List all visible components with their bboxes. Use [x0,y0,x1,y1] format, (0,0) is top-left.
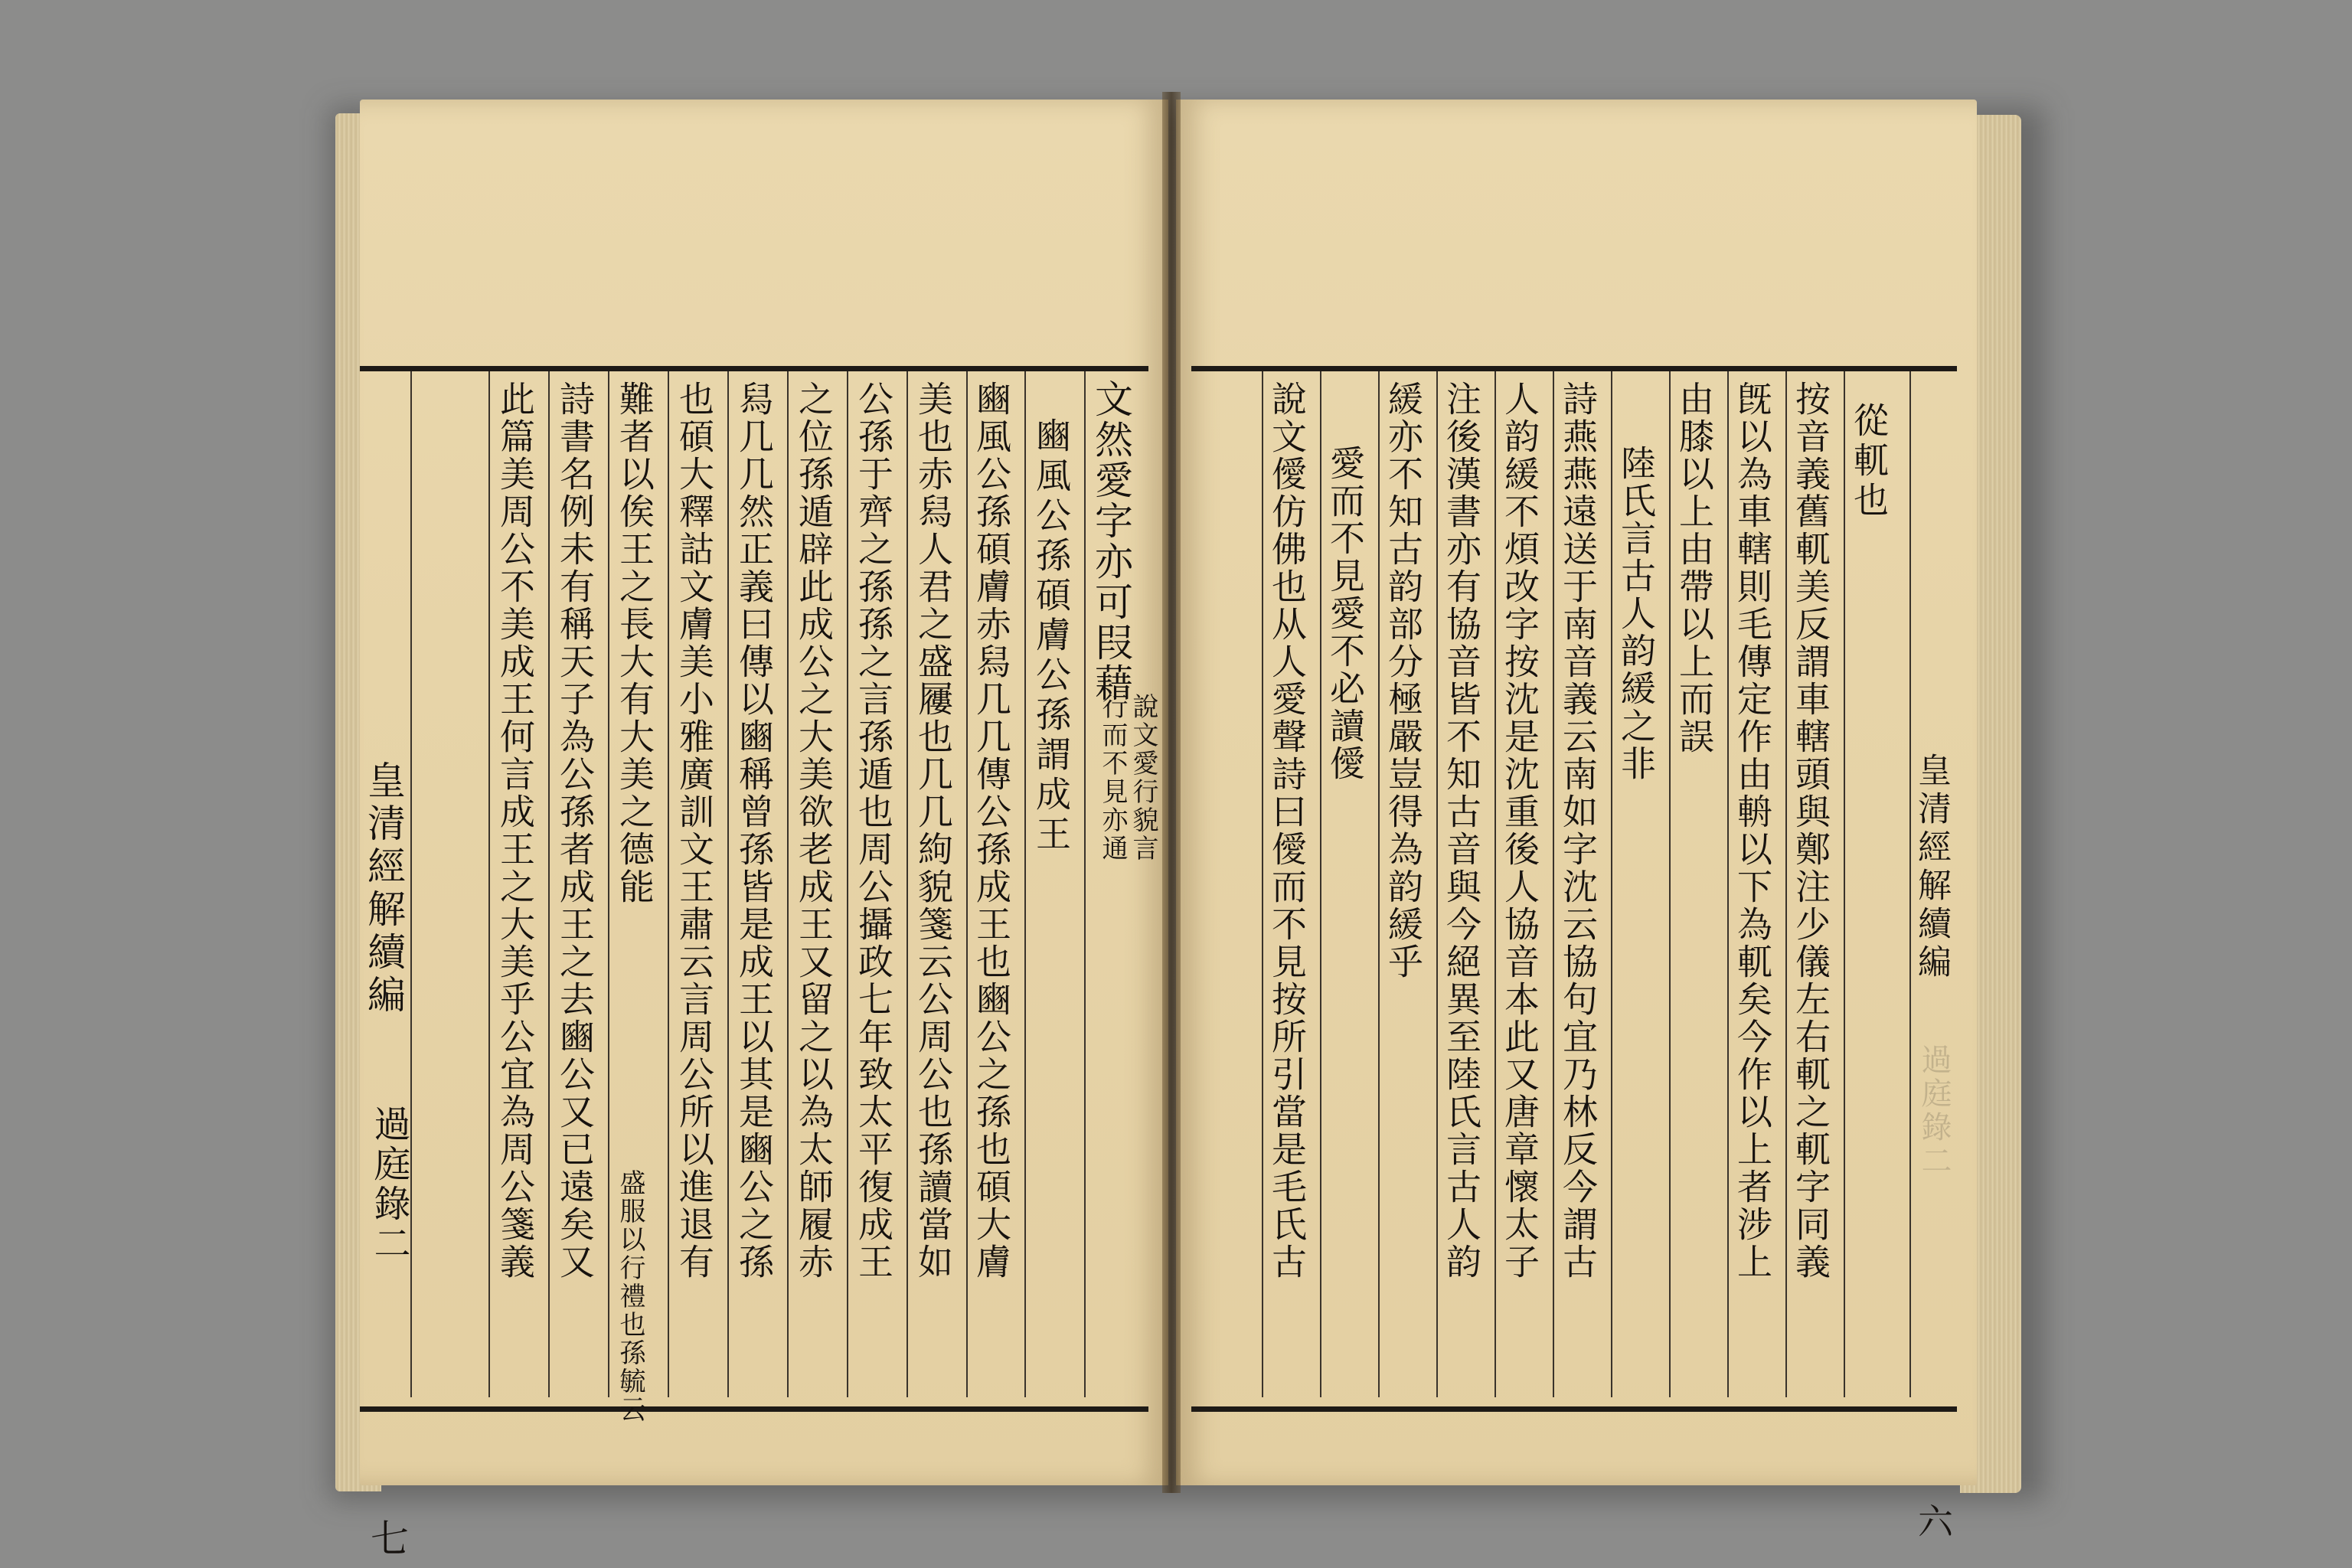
column-rule [1909,371,1911,1397]
book-gutter [1162,92,1181,1493]
column-rule [1727,371,1729,1397]
right-margin-folio: 六 [1913,1503,1954,1541]
column-rule [668,371,669,1397]
column-rule [1084,371,1086,1397]
left-text-frame [360,366,1158,1560]
text-column: 人韵緩不煩改字按沈是沈重後人協音本此又唐章懷太子 [1499,381,1540,1281]
column-rule [847,371,848,1397]
text-column: 豳風公孫碩膚公孫謂成王 [1031,417,1072,855]
column-rule [1844,371,1845,1397]
column-rule [548,371,550,1397]
left-margin-title: 皇清經解續編 [361,760,406,1018]
column-rule [1378,371,1380,1397]
column-rule [410,371,412,1397]
text-column: 從軏也 [1848,402,1890,521]
column-rule [1669,371,1671,1397]
text-column: 詩燕燕遠送于南音義云南如字沈云協句宜乃林反今謂古 [1557,381,1599,1281]
text-column: 緩亦不知古韵部分極嚴豈得為韵緩乎 [1383,381,1424,981]
column-rule [1320,371,1321,1397]
column-rule [608,371,609,1397]
text-column: 舄几几然正義曰傳以豳稱曾孫皆是成王以其是豳公之孫 [733,381,775,1281]
column-rule [1024,371,1026,1397]
text-column: 說文僾仿佛也从人愛聲詩曰僾而不見按所引當是毛氏古 [1266,381,1308,1281]
left-margin-folio: 七 [364,1518,409,1560]
right-margin-strip [1911,737,1957,1568]
text-column: 難者以俟王之長大有大美之德能 [614,381,655,906]
text-column: 愛而不見愛不必讀僾 [1325,445,1366,782]
column-rule [966,371,968,1397]
column-rule [727,371,729,1397]
text-column-note: 行而不見亦通 [1097,693,1128,863]
column-rule [488,371,490,1397]
text-column: 詩書名例未有稱天子為公孫者成王之去豳公又已遠矣又 [554,381,596,1281]
text-column: 由膝以上由帶以上而誤 [1674,381,1715,756]
text-column: 陸氏言古人韵緩之非 [1615,445,1657,782]
text-column: 之位孫遁辟此成公之大美欲老成王又留之以為太師履赤 [793,381,835,1281]
text-column-note: 盛服以行禮也孫毓云 [615,1169,645,1424]
text-column: 豳風公孫碩膚赤舄几几傳公孫成王也豳公之孫也碩大膚 [971,381,1012,1281]
column-rule [1553,371,1554,1397]
text-column: 文然愛字亦可叚藉 [1089,379,1133,704]
text-column: 旣以為車轄則毛傳定作由輈以下為軏矣今作以上者涉上 [1732,381,1773,1281]
right-margin-title: 皇清經解續編 [1912,753,1951,982]
text-column-note: 說文愛行貌言 [1128,693,1158,863]
text-column: 公孫于齊之孫孫之言孫遁也周公攝政七年致太平復成王 [853,381,894,1281]
column-rule [1611,371,1612,1397]
left-margin-section: 過庭錄二 [368,1105,410,1264]
column-rule [906,371,908,1397]
text-column: 也碩大釋詁文膚美小雅廣訓文王肅云言周公所以進退有 [674,381,715,1281]
text-column: 美也赤舄人君之盛屨也几几絇貌箋云公周公也孫讀當如 [913,381,954,1281]
text-column: 此篇美周公不美成王何言成王之大美乎公宜為周公箋義 [495,381,536,1281]
column-rule [1436,371,1438,1397]
text-column: 按音義舊軏美反謂車轄頭與鄭注少儀左右軏之軏字同義 [1790,381,1831,1281]
column-rule [1785,371,1787,1397]
column-rule [787,371,789,1397]
column-rule [1494,371,1496,1397]
right-margin-section: 過庭錄二 [1916,1044,1952,1178]
text-column: 注後漢書亦有協音皆不知古音與今絕異至陸氏言古人韵 [1441,381,1482,1281]
left-margin-strip [360,737,410,1568]
right-text-frame [1191,366,1957,1541]
column-rule [1262,371,1263,1397]
